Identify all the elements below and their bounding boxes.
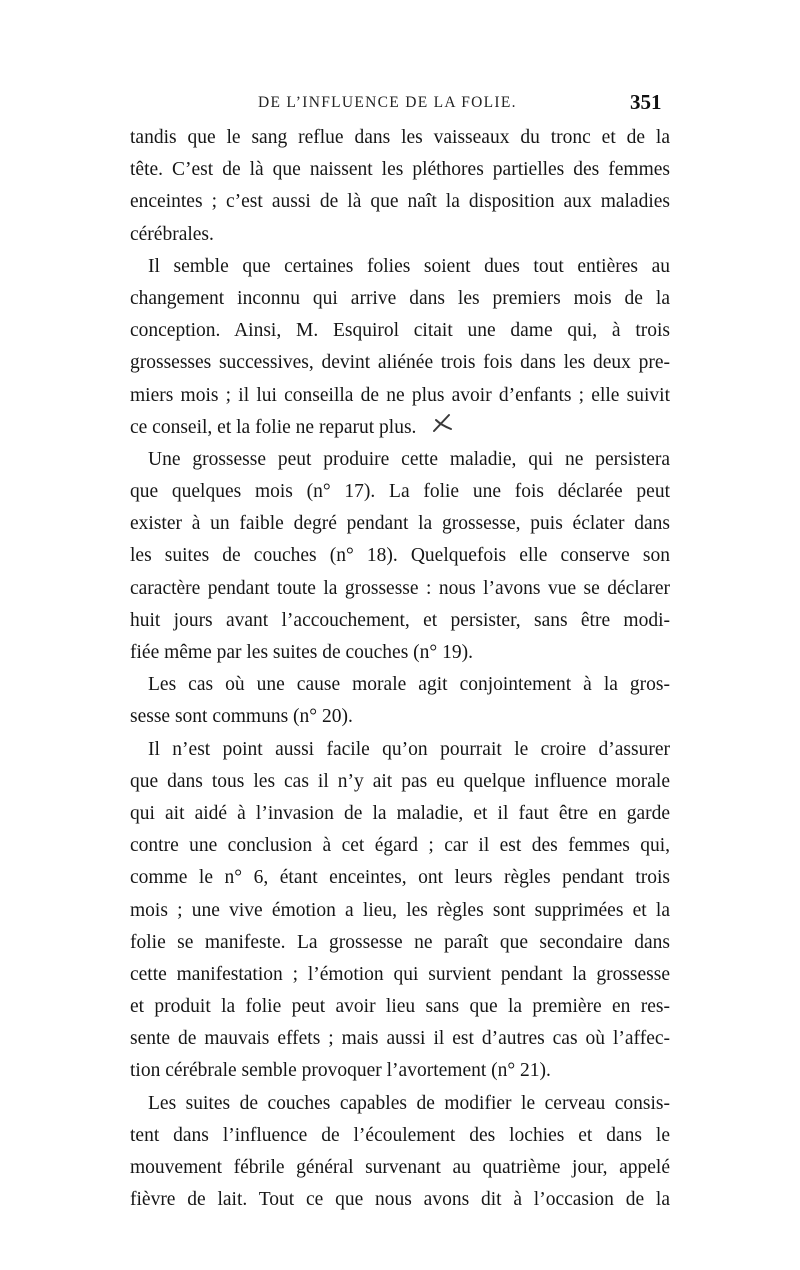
text-line: les suites de couches (n° 18). Quelquefois elle conserve son xyxy=(130,545,670,567)
text-line: tête. C’est de là que naissent les pléthores partielles des femmes xyxy=(130,159,670,181)
text-line: Les suites de couches capables de modifier le cerveau consis- xyxy=(148,1092,670,1114)
paragraph-6 xyxy=(130,1088,670,1217)
text-line-with-mark xyxy=(130,412,670,444)
handwritten-cross-mark-icon xyxy=(430,412,454,445)
text-line: huit jours avant l’accouchement, et persister, sans être modi- xyxy=(130,609,670,631)
text-line: comme le n° 6, étant enceintes, ont leurs règles pendant trois xyxy=(130,867,670,889)
text-line: cérébrales. xyxy=(130,223,214,245)
paragraph-4 xyxy=(130,669,670,733)
text-line: grossesses successives, devint aliénée trois fois dans les deux pre- xyxy=(130,352,670,374)
running-title: DE L’INFLUENCE DE LA FOLIE. xyxy=(258,94,517,111)
text-line: mois ; une vive émotion a lieu, les règles sont supprimées et la xyxy=(130,899,670,921)
text-line: conception. Ainsi, M. Esquirol citait une dame qui, à trois xyxy=(130,320,670,342)
text-line: fièvre de lait. Tout ce que nous avons dit à l’occasion de la xyxy=(130,1189,670,1211)
text-line: folie se manifeste. La grossesse ne paraît que secondaire dans xyxy=(130,931,670,953)
text-line: tent dans l’influence de l’écoulement des lochies et dans le xyxy=(130,1124,670,1146)
text-line: Il semble que certaines folies soient dues tout entières au xyxy=(148,255,670,277)
text-line: tandis que le sang reflue dans les vaisseaux du tronc et de la xyxy=(130,127,670,148)
text-line: mouvement fébrile général survenant au quatrième jour, appelé xyxy=(130,1157,670,1178)
text-line: caractère pendant toute la grossesse : nous l’avons vue se déclarer xyxy=(130,577,670,599)
text-line: que quelques mois (n° 17). La folie une fois déclarée peut xyxy=(130,481,670,503)
text-line: contre une conclusion à cet égard ; car il est des femmes qui, xyxy=(130,835,670,857)
text-line: Les cas où une cause morale agit conjointement à la gros- xyxy=(148,674,670,696)
paragraph-2 xyxy=(130,251,670,444)
text-line: tion cérébrale semble provoquer l’avortement (n° 21). xyxy=(130,1060,551,1082)
paragraph-5 xyxy=(130,734,670,1088)
text-line: miers mois ; il lui conseilla de ne plus avoir d’enfants ; elle suivit xyxy=(130,384,670,406)
paragraph-3 xyxy=(130,444,670,669)
text-line: et produit la folie peut avoir lieu sans que la première en res- xyxy=(130,996,670,1018)
text-line: sesse sont communs (n° 20). xyxy=(130,706,353,728)
text-line: ce conseil, et la folie ne reparut plus. xyxy=(130,416,417,438)
text-line: enceintes ; c’est aussi de là que naît la disposition aux maladies xyxy=(130,191,670,213)
body-text xyxy=(130,122,670,1216)
text-line: Une grossesse peut produire cette maladie, qui ne persistera xyxy=(148,448,670,470)
text-line: changement inconnu qui arrive dans les premiers mois de la xyxy=(130,287,670,309)
text-line: qui ait aidé à l’invasion de la maladie, et il faut être en garde xyxy=(130,802,670,824)
paragraph-1 xyxy=(130,122,670,251)
text-line: exister à un faible degré pendant la grossesse, puis éclater dans xyxy=(130,513,670,535)
text-line: fiée même par les suites de couches (n° 19). xyxy=(130,642,473,663)
text-line: que dans tous les cas il n’y ait pas eu quelque influence morale xyxy=(130,770,670,792)
page-number: 351 xyxy=(630,90,662,114)
text-line: sente de mauvais effets ; mais aussi il est d’autres cas où l’affec- xyxy=(130,1028,670,1050)
text-line: Il n’est point aussi facile qu’on pourrait le croire d’assurer xyxy=(148,738,670,760)
text-line: cette manifestation ; l’émotion qui survient pendant la grossesse xyxy=(130,963,670,985)
